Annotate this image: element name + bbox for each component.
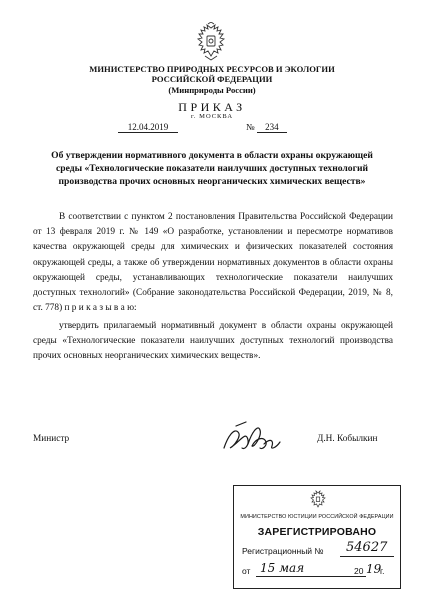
document-date: 12.04.2019 (118, 122, 178, 133)
stamp-date-underline (256, 576, 366, 577)
stamp-date: 15 мая (260, 561, 305, 575)
title-line: среды «Технологические показатели наилучших доступных технологий (55, 163, 369, 174)
stamp-reg-underline (340, 556, 394, 557)
document-type: ПРИКАЗ (178, 100, 246, 114)
title-line: Об утверждении нормативного документа в области охраны окружающей (51, 150, 373, 161)
stamp-registered: ЗАРЕГИСТРИРОВАНО (257, 526, 377, 538)
ministry-line: МИНИСТЕРСТВО ПРИРОДНЫХ РЕСУРСОВ И ЭКОЛОГИИ (89, 64, 335, 74)
stamp-year-prefix: 20 (354, 566, 364, 576)
signatory-name: Д.Н. Кобылкин (317, 434, 378, 444)
coat-of-arms-icon (190, 22, 232, 62)
document-title (0, 149, 424, 188)
body-paragraph-2: утвердить прилагаемый нормативный документ в области охраны окружающей среды «Технологические показатели наилучших доступных технологий производства прочих основных неорганических химических веществ». (33, 321, 393, 362)
stamp-year: 19 (366, 562, 382, 576)
stamp-coat-of-arms-icon (308, 490, 328, 510)
body-paragraph-1: В соответствии с пунктом 2 постановления Правительства Российской Федерации от 13 февраля 2019 г. № 149 «О разработке, установлении и пересмотре нормативов качества окружающей среды для химических и физических показателей состояния окружающей среды, а также об утверждении нормативных документов в области охраны окружающей среды, устанавливающих технологические показатели наилучших доступных технологий» (Собрание законодательства Российской Федерации, 2019, № 8, ст. 778) п р и к а з ы в а ю: (33, 212, 393, 314)
ministry-line: РОССИЙСКОЙ ФЕДЕРАЦИИ (151, 74, 273, 85)
title-line: производства прочих основных неорганических химических веществ» (58, 176, 366, 187)
stamp-reg-number: 54627 (346, 540, 388, 555)
stamp-ministry: МИНИСТЕРСТВО ЮСТИЦИИ РОССИЙСКОЙ ФЕДЕРАЦИИ (240, 514, 394, 520)
number-sign: № (246, 122, 255, 132)
stamp-from-label: от (242, 566, 251, 576)
number-value: 234 (257, 122, 287, 133)
registration-stamp (233, 485, 401, 589)
stamp-year-suffix: г. (380, 566, 385, 576)
ministry-line: (Минприроды России) (168, 84, 256, 95)
city: г. МОСКВА (190, 113, 234, 120)
stamp-reg-label: Регистрационный № (242, 546, 324, 556)
ministry-name (0, 64, 424, 95)
signatory-role: Министр (33, 434, 70, 444)
document-number (246, 122, 287, 133)
handwritten-signature-icon (218, 418, 286, 458)
